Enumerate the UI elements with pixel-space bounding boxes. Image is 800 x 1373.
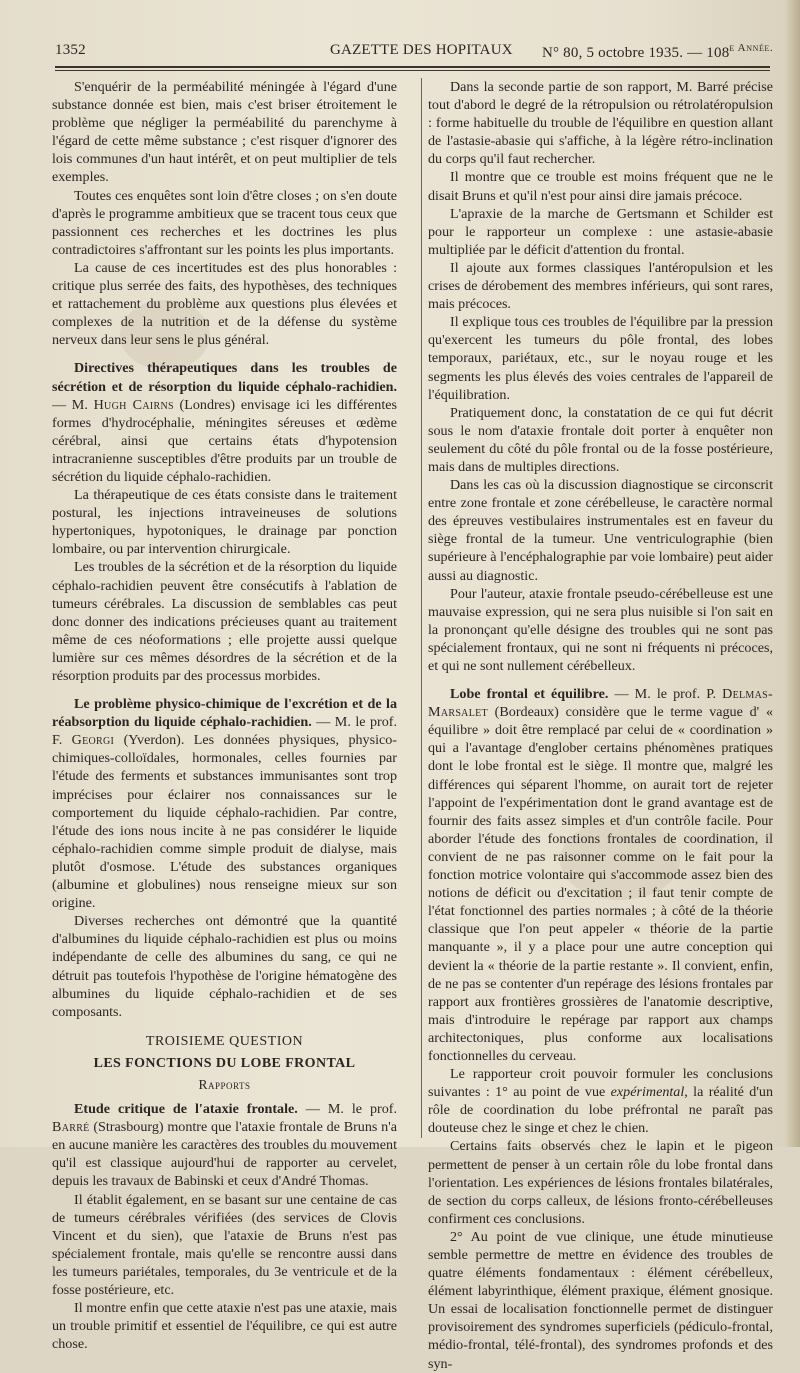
issue-date: N° 80, 5 octobre 1935. — 108 xyxy=(542,45,730,61)
text-run: — M. le prof. xyxy=(297,1101,397,1118)
author-name: Barré xyxy=(52,1119,90,1136)
issue-info xyxy=(542,42,773,62)
text-run: — M. le prof. F. xyxy=(52,714,397,749)
section-title: Le problème physico-chimique de l'excrétion et de la réabsorption du liquide céphalo-rachidien. xyxy=(52,696,397,731)
section-georgi xyxy=(52,695,397,912)
paragraph: 2° Au point de vue clinique, une étude minutieuse semble permettre de mettre en évidence des troubles de quatre éléments fondamentaux : élément cérébelleux, élément labyrinthique, élément praxique, élément gnosique. Un essai de localisation fonctionnelle permet de distinguer provisoirement des syndromes superficiels (pédiculo-frontal, médio-frontal, télé-frontal), des syndromes profonds et des syn- xyxy=(428,1228,773,1372)
header-rule xyxy=(55,66,770,68)
page-edge xyxy=(786,0,800,1147)
journal-title: GAZETTE DES HOPITAUX xyxy=(330,42,513,58)
column-divider xyxy=(421,78,422,1138)
text-run: (Yverdon). Les données physiques, physico-chimiques-colloïdales, hormonales, celles fournies par l'étude des ferments et substances immunisantes sont trop imprécises pour éclairer nos connaissances sur le comportement du liquide céphalo-rachidien. Par contre, l'étude des ions nous incite à ne pas considérer le liquide céphalo-rachidien comme simple produit de dialyse, mais plutôt d'osmose. L'étude des substances organiques (albumine et globulines) nous renseigne mieux sur son origine. xyxy=(52,732,397,912)
question-title: TROISIEME QUESTION xyxy=(145,1033,304,1049)
italic-term: expérimental xyxy=(610,1084,685,1101)
text-run: (Bordeaux) considère que le terme vague d' « équilibre » doit être remplacé par celui de « coordination » qui a l'avantage d'englober certains phénomènes pratiques dont le lobe frontal est le siège. Il montre que, malgré les différences qui séparent l'homme, on aurait tort de rejeter l'appoint de l'expérimentation dont le grand avantage est de fournir des faits assez simples et d'un contrôle facile. Pour aborder l'étude des fonctions frontales de coordination, il convient de ne pas raisonner comme on le fait pour la fonction motrice volontaire qui s'accommode assez bien des notions de déficit ou d'excitation ; il faut tenir compte de l'état fonctionnel des parties normales ; à côté de la théorie classique que l'on peut appeler « théorie de la partie manquante », il y a place pour une autre conception qui devient la « théorie de la partie restante ». Il convient, enfin, de ne pas se contenter d'un repérage des lésions frontales par rapport aux frontières grossières de l'anatomie descriptive, mais d'introduire le repérage par rapport aux champs architectoniques, plus conforme aux localisations fonctionnelles du cerveau. xyxy=(428,704,773,1064)
paragraph: Toutes ces enquêtes sont loin d'être closes ; on s'en doute d'après le programme ambitieux que se tracent tous ceux que passionnent ces recherches et les doctrines les plus contradictoires s'affrontant sur les points les plus importants. xyxy=(52,187,397,258)
author-name: Hugh Cairns xyxy=(93,396,174,413)
paragraph: L'apraxie de la marche de Gertsmann et Schilder est pour le rapporteur un complexe : une astasie-abasie multipliée par le déficit d'attention du frontal. xyxy=(428,205,773,258)
left-column xyxy=(52,78,398,1353)
right-column xyxy=(428,78,774,1372)
paragraph: Il montre que ce trouble est moins fréquent que ne le disait Bruns et qu'il n'est pour ainsi dire jamais précoce. xyxy=(428,169,773,204)
text-run: (Strasbourg) montre que l'ataxie frontale de Bruns n'a en aucune manière les caractères des troubles du mouvement qu'il est classique aujourd'hui de rapporter au cervelet, depuis les travaux de Babinski et ceux d'André Thomas. xyxy=(52,1119,397,1190)
paragraph xyxy=(428,1065,773,1137)
text-run: — M. xyxy=(52,396,94,413)
paragraph: La thérapeutique de ces états consiste dans le traitement postural, les injections intraveineuses de solutions hypertoniques, hypotoniques, le drainage par ponction lombaire, ou par intervention chirurgicale. xyxy=(52,487,397,558)
question-subtitle: LES FONCTIONS DU LOBE FRONTAL xyxy=(93,1055,356,1071)
paragraph: Il ajoute aux formes classiques l'antéropulsion et les crises de dérobement des membres inférieurs, qui sont rares, mais précoces. xyxy=(428,259,773,313)
text-run: , la réalité d'un rôle de coordination du lobe préfrontal ne paraît pas douteuse chez le singe et chez le chien. xyxy=(428,1084,773,1137)
paragraph: Les troubles de la sécrétion et de la résorption du liquide céphalo-rachidien peuvent être consécutifs à l'ablation de tumeurs cérébrales. La discussion de semblables cas peut donc donner des indications précieuses quant au traitement même de ces néoformations ; elle projette aussi quelque lumière sur ces mêmes désordres de la sécrétion et de la résorption produits par des processus morbides. xyxy=(52,559,397,684)
page-number: 1352 xyxy=(55,42,86,58)
paragraph: Il explique tous ces troubles de l'équilibre par la pression qu'exercent les tumeurs du pôle frontal, des lobes temporaux, pariétaux, etc., sur le noyau rouge et les segments les plus élevés des voies centrales de l'appareil de l'équilibration. xyxy=(428,314,773,403)
text-run: (Londres) envisage ici les différentes formes d'hydrocéphalie, méningites séreuses et œdème cérébral, ainsi que certains états d'hypotension intracranienne susceptibles d'être produits par un trouble de sécrétion du liquide céphalo-rachidien. xyxy=(52,396,398,485)
rapports-heading: Rapports xyxy=(198,1076,251,1092)
paragraph: Dans les cas où la discussion diagnostique se circonscrit entre zone frontale et zone cérébelleuse, le caractère normal des épreuves vestibulaires instrumentales est en faveur du siège frontal de la tumeur. Une ventriculographie (bien supérieure à l'encéphalographie par voie lombaire) peut aider aussi au diagnostic. xyxy=(428,477,773,584)
paragraph: Pour l'auteur, ataxie frontale pseudo-cérébelleuse est une mauvaise expression, qui ne sera plus nuisible si l'on sait en la prononçant qu'elle désigne des troubles qui ne sont pas spécialement frontaux, qui ne sont ni fréquents ni précoces, et qui ne sont nullement cérébelleux. xyxy=(428,585,773,674)
author-name: Georgi xyxy=(71,732,115,749)
paragraph: Dans la seconde partie de son rapport, M. Barré précise tout d'abord le degré de la rétropulsion ou rétrolatéropulsion : forme habituelle du trouble de l'équilibre en question allant de l'astasie-abasie qui s'affiche, à la légère rétro-inclination du corps qu'il faut rechercher. xyxy=(428,79,773,168)
header-rule-thin xyxy=(55,70,770,71)
paragraph: Diverses recherches ont démontré que la quantité d'albumines du liquide céphalo-rachidien est plus ou moins indépendante de celle des albumines du sang, ce qui ne détruit pas toutefois l'hypothèse de l'origine hématogène des albumines du liquide céphalo-rachidien et de ses composants. xyxy=(52,913,397,1020)
issue-year: e Année. xyxy=(729,42,774,54)
paragraph: Il montre enfin que cette ataxie n'est pas une ataxie, mais un trouble primitif et essentiel de l'équilibre, ce qui est autre chose. xyxy=(52,1300,397,1353)
running-header xyxy=(55,42,774,62)
text-run: Le rapporteur croit pouvoir formuler les conclusions suivantes : 1° au point de vue xyxy=(428,1066,773,1101)
section-barre xyxy=(52,1100,397,1190)
paragraph: Pratiquement donc, la constatation de ce qui fut décrit sous le nom d'ataxie frontale doit porter à enquêter non seulement du côté du pôle frontal ou de la fosse postérieure, mais dans de multiples directions. xyxy=(428,404,773,475)
paragraph: Il établit également, en se basant sur une centaine de cas de tumeurs cérébrales vérifiées (des services de Clovis Vincent et du sien), que l'ataxie de Bruns n'est pas spécialement frontale, mais qu'elle se rencontre aussi dans les tumeurs pariétales, temporales, du 3e ventricule et de la fosse postérieure, etc. xyxy=(52,1191,397,1298)
author-name: Delmas-Marsalet xyxy=(428,686,774,721)
section-title: Lobe frontal et équilibre. xyxy=(450,686,609,703)
section-delmas-marsalet xyxy=(428,685,773,1065)
section-title: Directives thérapeutiques dans les troubles de sécrétion et de résorption du liquide céphalo-rachidien. xyxy=(52,360,397,395)
paragraph: Certains faits observés chez le lapin et le pigeon permettent de penser à un certain rôle du lobe frontal dans l'orientation. Les expériences de lésions frontales bilatérales, de section du corps calleux, de lésions fronto-cérébelleuses confirment ces conclusions. xyxy=(428,1138,773,1227)
section-cairns xyxy=(52,359,397,486)
text-run: — M. le prof. P. xyxy=(608,686,723,703)
section-title: Etude critique de l'ataxie frontale. xyxy=(74,1101,298,1118)
paragraph: S'enquérir de la perméabilité méningée à l'égard d'une substance donnée est bien, mais c'est briser étroitement le problème que négliger la perméabilité du parenchyme à l'égard de cette même substance ; c'est risquer d'ignorer des lois communes d'un haut intérêt, et on peut multiplier de tels exemples. xyxy=(52,79,397,186)
paragraph: La cause de ces incertitudes est des plus honorables : critique plus serrée des faits, des hypothèses, des techniques et rattachement du problème aux questions plus élevées et complexes de la nutrition et de la défense du système nerveux dans leur sens le plus général. xyxy=(52,259,397,349)
